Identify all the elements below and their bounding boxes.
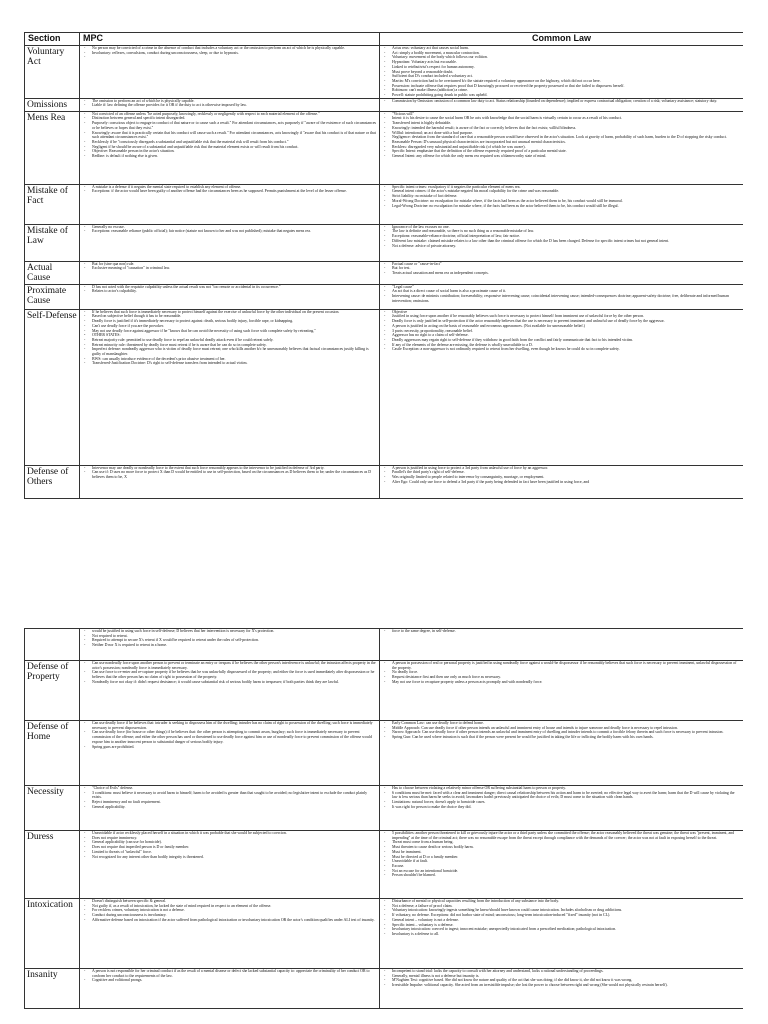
bullet-item: - Reject imminency and no fault requirement. <box>92 800 377 805</box>
bullet-item: - Castle Exception: a non-aggressor is not ordinarily required to retreat from her dwelling, even though he knows he could do so in complete safety. <box>392 347 741 352</box>
bullet-item: - Transferred intent is highly debatable. <box>392 121 741 126</box>
bullet-item: - Alter Ego: Could only use force to defend a 3rd party if the party being defended in fact have been justified in using force, and <box>392 480 741 485</box>
bullet-item: - General intent crimes: if the actor's mistake negated his moral culpability for the crime and was reasonable. <box>392 189 741 194</box>
bullet-item: - General applicability. <box>92 805 377 810</box>
bullet-list <box>80 99 379 108</box>
common-law-cell <box>380 98 744 111</box>
bullet-item: - Parallel's the third party's right of self-defense. <box>392 470 741 475</box>
bullet-list <box>80 831 379 859</box>
common-law-cell <box>380 465 744 498</box>
bullet-item: - But for test. <box>392 266 741 271</box>
bullet-item: - Doesn't distinguish between specific & general. <box>92 899 377 904</box>
bullet-item: - Intervening cause: de minimis contribution; foreseeability; responsive intervening cause; coincidental intervening cause; intended-consequences doctrine; apparent-safety doctrine; free, deliberate and informed human intervention; omissions. <box>392 294 741 303</box>
bullet-list <box>80 225 379 234</box>
bullet-item: - A mistake is a defense if it negates the mental state required to establish any element of offense. <box>92 185 377 190</box>
table-row <box>25 98 744 111</box>
bullet-item: - Willful: intentional; an act done with a bad purpose. <box>392 131 741 136</box>
bullet-item: - Objective <box>392 310 741 315</box>
bullet-list <box>380 225 743 249</box>
bullet-item: - BWS: can usually introduce evidence of the decedent's prior abusive treatment of her. <box>92 357 377 362</box>
table-row <box>25 661 744 721</box>
bullet-item: - Not guilty if, as a result of intoxication, he lacked the state of mind required in respect to an element of the offense. <box>92 904 377 909</box>
mpc-cell <box>80 309 380 465</box>
outline-table-page-2 <box>24 628 743 1009</box>
mpc-cell <box>80 184 380 224</box>
bullet-item: - Unavoidable if actor recklessly placed herself in a situation in which it was probable that she would be subjected to coercion. <box>92 831 377 836</box>
bullet-list <box>380 285 743 304</box>
bullet-item: - Conduct during unconsciousness is involuntary. <box>92 913 377 918</box>
section-name: Proximate Cause <box>25 284 80 309</box>
bullet-item: - Specific Intent: emphasize that the definition of the offense expressly required proof of a particular mental state. <box>392 149 741 154</box>
bullet-list <box>380 661 743 685</box>
bullet-item: - Negligent if he should be aware of a substantial and unjustifiable risk that the material element exists or will result from his conduct. <box>92 145 377 150</box>
section-name: Mens Rea <box>25 111 80 184</box>
bullet-item: - D has not acted with the requisite culpability unless the actual result was not "too remote or accidental in its occurrence." <box>92 285 377 290</box>
header-section: Section <box>25 33 80 46</box>
bullet-item: - Actus reus: voluntary act that causes social harm. <box>392 46 741 51</box>
bullet-item: - Can use if: D uses no more force to protect X than D would be entitled to use in self-protection, based on the circumstances as D believes them to be; under the circumstances as D believes them to be, X <box>92 470 377 479</box>
bullet-item: - Unavoidable if at fault. <box>392 859 741 864</box>
common-law-cell <box>380 899 744 969</box>
bullet-item: - General intent – voluntary is not a defense. <box>392 918 741 923</box>
bullet-item: - Legal-Wrong Doctrine: no exculpation for mistake where, if the facts had been as the actor believed them to be, his conduct would still be illegal. <box>392 204 741 209</box>
page-1 <box>24 32 743 567</box>
table-row <box>25 465 744 498</box>
mpc-cell <box>80 786 380 831</box>
bullet-list <box>80 661 379 685</box>
mpc-cell <box>80 46 380 99</box>
bullet-item: - Can use deadly force if he believes that: intruder is seeking to dispossess him of the dwelling; intruder has no claim of right to possession of the dwelling; such force is immediately necessary to prevent dispossession. <box>92 721 377 730</box>
bullet-item: - Narrow Approach: Can use deadly force if other person intends an unlawful and imminent entry of dwelling and intruder intends to commit a forcible felony therein and such force is necessary to prevent intrusion. <box>392 730 741 735</box>
bullet-item: - Imperfect defense: nondeadly aggressor who is victim of deadly force must retreat; one who kills another b/c he unreasonably believes that factual circumstances justify killing is guilty of manslaughter. <box>92 347 377 356</box>
section-name <box>25 629 80 661</box>
table-row <box>25 629 744 661</box>
bullet-list <box>380 466 743 485</box>
bullet-item: - Reckless: disregarded very substantial and unjustifiable risk (of which he was aware). <box>392 145 741 150</box>
bullet-item: - Linked to retributivist's respect for human autonomy. <box>392 65 741 70</box>
bullet-item: - Limited to threats of "unlawful" force. <box>92 850 377 855</box>
bullet-item: - "Vicious will" <box>392 112 741 117</box>
bullet-item: - Spring Gun: Can be used where intrusion is such that if the person were present he would be justified in taking the life or inflicting the bodily harm with his own hands. <box>392 735 741 740</box>
bullet-item: - If he believes that such force is immediately necessary to protect himself against the exercise of unlawful force by the other individual on the present occasion. <box>92 310 377 315</box>
bullet-item: - Not a defense; a failure of proof claim. <box>392 904 741 909</box>
bullet-item: - Not convicted of an offense unless "he acted purposely, knowingly, recklessly or negligently with respect to each material element of the offense." <box>92 112 377 117</box>
bullet-item: - A person in possession of real or personal property is justified in using nondeadly force against a would-be dispossessor if he reasonably believes that such force is necessary to prevent imminent, unlawful dispossession of the property. <box>392 661 741 670</box>
bullet-item: - Deadly force is justified if it's immediately necessary to protect against: death, serious bodily injury, forcible rape, or kidnapping. <box>92 319 377 324</box>
bullet-item: - Martin: M's conviction had to be overturned b/c the statute required a voluntary appearance on the highway, which did not occur here. <box>392 79 741 84</box>
header-common-law: Common Law <box>380 33 744 46</box>
section-name: Mistake of Law <box>25 224 80 261</box>
common-law-cell <box>380 721 744 786</box>
section-name: Self-Defense <box>25 309 80 465</box>
bullet-item: - No deadly force. <box>392 670 741 675</box>
common-law-cell <box>380 661 744 721</box>
bullet-item: - Factual cause or "cause-in-fact" <box>392 262 741 267</box>
mpc-cell <box>80 629 380 661</box>
bullet-item: - Different law mistake: claimed mistake relates to a law other than the criminal offense for which the D has been charged. Defense for specific intent crimes but not general intent. <box>392 239 741 244</box>
bullet-item: - The omission to perform an act of which he is physically capable. <box>92 99 377 104</box>
bullet-item: - Specific intent crimes: exculpatory if it negates the particular element of mens rea. <box>392 185 741 190</box>
bullet-item: - Disturbance of mental or physical capacities resulting from the introduction of any substance into the body. <box>392 899 741 904</box>
mpc-cell <box>80 661 380 721</box>
mpc-cell <box>80 969 380 1009</box>
bullet-item: - "Choice of Evils" defense. <box>92 786 377 791</box>
bullet-item: - Must prove beyond a reasonable doubt. <box>392 70 741 75</box>
bullet-item: - Excuse. <box>392 864 741 869</box>
table-row <box>25 309 744 465</box>
bullet-item: - Act: simply a bodily movement, a muscular contraction. <box>392 51 741 56</box>
bullet-item: - Treats actual causation and mens rea as independent concepts. <box>392 271 741 276</box>
bullet-item: - "Legal cause" <box>392 285 741 290</box>
bullet-item: - Exceptions: reasonable reliance (public official); fair notice (statute not known to her and was not published); mistake that negates mens rea. <box>92 229 377 234</box>
common-law-cell <box>380 184 744 224</box>
bullet-item: - Liable if: law defining the offense provides for it OR if the duty to act is otherwise imposed by law. <box>92 103 377 108</box>
common-law-cell <box>380 786 744 831</box>
common-law-cell <box>380 284 744 309</box>
common-law-cell <box>380 969 744 1009</box>
page-2 <box>24 628 743 1024</box>
bullet-item: - Not an excuse for an intentional homicide. <box>392 869 741 874</box>
bullet-item: - Generally no excuse. <box>92 225 377 230</box>
bullet-item: - Deadly force is only justified in self-protection if the actor reasonably believes that the use is necessary to prevent imminent and unlawful use of deadly force by the aggressor. <box>392 319 741 324</box>
bullet-item: - A person is justified in acting on the basis of reasonable and erroneous appearances. (Not available for unreasonable belief.) <box>392 324 741 329</box>
section-name: Mistake of Fact <box>25 184 80 224</box>
bullet-item: - Purposely: conscious object to engage in conduct of that nature or to cause such a result." For attendant circumstances, acts purposely if "aware of the existence of such circumstances or he believes or hopes that they exist." <box>92 121 377 130</box>
bullet-list <box>380 786 743 810</box>
bullet-item: - Commission by Omission: omission of a common law duty to act. Status relationship (founded on dependence); implied or express contractual obligation; creation of a risk; voluntary assistance; statutory duty. <box>392 99 741 104</box>
bullet-list <box>80 786 379 810</box>
table-row <box>25 899 744 969</box>
bullet-list <box>80 899 379 923</box>
section-name: Actual Cause <box>25 261 80 284</box>
bullet-item: - Justified in using force upon another if he reasonably believes such force is necessary to protect himself from imminent use of unlawful force by the other person. <box>392 314 741 319</box>
table-row <box>25 224 744 261</box>
bullet-item: - Hypnotism: Voluntary acts but excusable. <box>392 60 741 65</box>
bullet-item: - Request desistance first and then use only as much force as necessary. <box>392 675 741 680</box>
mpc-cell <box>80 111 380 184</box>
bullet-item: - Can use deadly force (for house or other things) if he believes that: the other person is attempting to commit arson, burglary; such force is immediately necessary to prevent commission of the offense; and either the other person has used or threatened to use deadly force against him or use of nondeadly force to prevent commission of the offense would expose him to another innocent person to substantial danger of serious bodily injury. <box>92 730 377 744</box>
bullet-item: - Relates to actor's culpability. <box>92 289 377 294</box>
bullet-item: - Voluntary: movement of the body which follows our volition. <box>392 55 741 60</box>
bullet-item: - Powell: statute prohibiting going drunk in public was upheld. <box>392 93 741 98</box>
header-mpc: MPC <box>80 33 380 46</box>
bullet-item: - Transferred-Justification Doctrine: D's right to self-defense transfers from intended to actual victim. <box>92 361 377 366</box>
section-name: Voluntary Act <box>25 46 80 99</box>
bullet-item: - Deadly aggressors may regain right to self-defense if they withdraw in good faith from the conflict and fairly communicate that fact to his intended victim. <box>392 338 741 343</box>
bullet-item: - 3 conditions: must believe it necessary to avoid harm to himself; harm to be avoided is greater than that sought to be avoided; no legislative intent to exclude the conduct plainly exists. <box>92 791 377 800</box>
mpc-cell <box>80 721 380 786</box>
bullet-item: - Irresistible Impulse: volitional capacity. She acted from an irresistible impulse; she lost the power to choose between right and wrong (She would not physically restrain herself). <box>392 983 741 988</box>
bullet-item: - Person shouldn't be blamed. <box>392 873 741 878</box>
table-row <box>25 46 744 99</box>
bullet-item: - Reasonable Person: D's unusual physical characteristics are incorporated but not unusual mental characteristics. <box>392 140 741 145</box>
bullet-item: - Does not require imminency. <box>92 836 377 841</box>
bullet-list <box>80 629 379 648</box>
bullet-list <box>380 262 743 276</box>
bullet-list <box>80 285 379 294</box>
mpc-cell <box>80 224 380 261</box>
bullet-item: - Middle Approach: Can use deadly force if other person intends an unlawful and imminent entry of house and intends to injure someone and deadly force is necessary to repel intrusion. <box>392 726 741 731</box>
section-name: Defense of Home <box>25 721 80 786</box>
table-row <box>25 969 744 1009</box>
section-name: Defense of Others <box>25 465 80 498</box>
section-name: Necessity <box>25 786 80 831</box>
section-name: Omissions <box>25 98 80 111</box>
bullet-item: - Early Common Law: can use deadly force to defend home. <box>392 721 741 726</box>
bullet-item: - Not recognized for any interest other than bodily integrity is threatened. <box>92 855 377 860</box>
bullet-item: - Can use nondeadly force upon another person to prevent or terminate an entry or trespass if he believes the other person's interference is unlawful; the intrusion affects property in the actor's possession; nondeadly force is immediately necessary. <box>92 661 377 670</box>
bullet-item: - May not use deadly force against aggressor if he "knows that he can avoid the necessity of using such force with complete safety by retreating." <box>92 329 377 334</box>
bullet-item: - Can use force to re-enter and re-capture property if he believes that he was unlawfully dispossessed of the property; and either the force is used immediately after dispossession or he believes that the other person has no claim of right to possession of the property. <box>92 670 377 679</box>
bullet-list <box>380 629 743 634</box>
bullet-item: - Was originally limited to people related to intervenor by consanguinity, marriage, or employment. <box>392 475 741 480</box>
bullet-list <box>380 831 743 878</box>
mpc-cell <box>80 465 380 498</box>
bullet-item: - Ignorance of the law excuses no one. <box>392 225 741 230</box>
bullet-list <box>380 46 743 98</box>
bullet-item: - General Intent: any offense for which the only mens rea required was a blameworthy state of mind. <box>392 154 741 159</box>
bullet-list <box>80 466 379 480</box>
table-row <box>25 261 744 284</box>
bullet-item: - would be justified in using such force in self-defense; D believes that her intervention is necessary for X's protection. <box>92 629 377 634</box>
mpc-cell <box>80 899 380 969</box>
bullet-item: - If voluntary, no defense. Exceptions: did not harbor state of mind; unconscious; long-term intoxication-induced "fixed" insanity (not in CL). <box>392 913 741 918</box>
bullet-item: - Distinction between general and specific intent disregarded. <box>92 116 377 121</box>
bullet-item: - Intervenor may use deadly or nondeadly force to the extent that such force reasonably appears to the intervenor to be justified in defense of 3rd party. <box>92 466 377 471</box>
common-law-cell <box>380 224 744 261</box>
bullet-item: - Affirmative defense based on intoxication if the actor suffered from pathological intoxication or involuntary intoxication OR the actor's condition qualifies under ALI test of insanity. <box>92 918 377 923</box>
bullet-item: - Must threaten to cause death or serious bodily harm. <box>392 845 741 850</box>
bullet-list <box>380 112 743 159</box>
bullet-item: - force to the same degree, in self-defense. <box>392 629 741 634</box>
mpc-cell <box>80 831 380 899</box>
mpc-cell <box>80 261 380 284</box>
bullet-list <box>80 262 379 271</box>
bullet-item: - A person is justified in using force to protect a 3rd party from unlawful use of force by an aggressor. <box>392 466 741 471</box>
bullet-item: - Incompetent to stand trial: lacks the capacity to consult with her attorney and understand, lacks a rational understanding of proceedings. <box>392 969 741 974</box>
section-name: Duress <box>25 831 80 899</box>
bullet-item: - Spring guns are prohibited. <box>92 745 377 750</box>
bullet-list <box>380 721 743 740</box>
bullet-item: - Redline: is default if nothing else is given. <box>92 154 377 159</box>
bullet-item: - 5 possibilities: another person threatened to kill or grievously injure the actor or a third party unless she committed the offense; the actor reasonably believed the threat was genuine; the threat was "present, imminent, and impending" at the time of the criminal act; there was no reasonable escape from the threat except through compliance with the demands of the coercer; the actor was not at fault in exposing herself to the threat. <box>392 831 741 840</box>
table-row <box>25 721 744 786</box>
bullet-list <box>80 969 379 983</box>
bullet-item: - Exceptions: reasonable-reliance doctrine, official interpretation of law; fair notice. <box>392 234 741 239</box>
bullet-item: - Retreat minority rule: threatened by deadly force must retreat if he is aware that he can do so in complete safety. <box>92 343 377 348</box>
bullet-item: - Involuntary is a defense to all. <box>392 932 741 937</box>
bullet-item: - An act that is a direct cause of social harm is also a proximate cause of it. <box>392 289 741 294</box>
mpc-cell <box>80 98 380 111</box>
bullet-item: - M'Naghten Test: cognitive based. She did not know the nature and quality of the act that she was doing; if she did know it, she did not know it was wrong. <box>392 978 741 983</box>
bullet-item: - Negligence: deviation from the standard of care that a reasonable person would have observed in the actor's situation. Look at gravity of harm, probability of such harm, burden to the D of stopping the risky conduct. <box>392 135 741 140</box>
bullet-item: - Moral-Wrong Doctrine: no exculpation for mistake where, if the facts had been as the actor believed them to be, his conduct would still be immoral. <box>392 199 741 204</box>
bullet-item: - Neither D nor X is required to retreat in a home. <box>92 643 377 648</box>
bullet-item: - 6 conditions must be met: faced with a clear and imminent danger; direct causal relationship between his action and harm to be averted; no effective legal way to avert the harm; harm that the D will cause by violating the law is less serious than harm he seeks to avoid; lawmakers hadn't previously anticipated the choice of evils; D must come to the situation with clean hands. <box>392 791 741 800</box>
bullet-item: - If any of the elements of the defense are missing, the defense is wholly unavailable to a D. <box>392 343 741 348</box>
outline-table-page-1 <box>24 32 743 499</box>
bullet-item: - The law is definite and reasonable, so there is no such thing as a reasonable mistake of law. <box>392 229 741 234</box>
section-name: Defense of Property <box>25 661 80 721</box>
common-law-cell <box>380 629 744 661</box>
bullet-item: - For reckless crimes, voluntary intoxication is not a defense. <box>92 908 377 913</box>
bullet-item: - Based on subjective belief though it has to be reasonable. <box>92 314 377 319</box>
bullet-list <box>380 899 743 937</box>
bullet-item: - Not a defense: advice of private attorney. <box>392 244 741 249</box>
bullet-list <box>80 721 379 749</box>
bullet-item: - 3 parts: necessity, proportionality, reasonable belief. <box>392 329 741 334</box>
bullet-item: - Robinson: can't make illness (addiction) a crime. <box>392 88 741 93</box>
bullet-list <box>380 310 743 352</box>
table-row <box>25 184 744 224</box>
bullet-list <box>80 185 379 194</box>
bullet-item: - But for (sine qua non) rule. <box>92 262 377 267</box>
bullet-item: - It was right for person to make the choice they did. <box>392 805 741 810</box>
bullet-item: - Sufficient that D's conduct included a voluntary act. <box>392 74 741 79</box>
bullet-item: - Recklessly if he "consciously disregards a substantial and unjustifiable risk that the material risk will result from his conduct." <box>92 140 377 145</box>
bullet-item: - Possession: inchoate offense that requires proof that D knowingly procured or received the property possessed or that she failed to dispossess herself. <box>392 84 741 89</box>
bullet-list <box>80 112 379 159</box>
bullet-item: - Must be directed at D or a family member. <box>392 855 741 860</box>
bullet-item: - Can't use deadly force if you are the provoker. <box>92 324 377 329</box>
header-row <box>25 33 744 46</box>
bullet-item: - Aggressor has no right to a claim of self-defense. <box>392 333 741 338</box>
bullet-item: - Required to attempt to secure X's retreat if X would be required to retreat under the rules of self-protection. <box>92 638 377 643</box>
bullet-item: - Strict liability: no mistake of fact defense. <box>392 194 741 199</box>
table-row <box>25 786 744 831</box>
table-row <box>25 284 744 309</box>
bullet-item: - A person is not responsible for her criminal conduct if as the result of a mental disease or defect she lacked substantial capacity to: appreciate the criminality of her conduct OR to conform her conduct to the requirements of the law. <box>92 969 377 978</box>
bullet-item: - Retreat majority rule: permitted to use deadly force to repel an unlawful deadly attack even if he could retreat safely. <box>92 338 377 343</box>
bullet-item: - Generally, mental illness is not a defense but insanity is. <box>392 974 741 979</box>
common-law-cell <box>380 261 744 284</box>
bullet-list <box>80 310 379 366</box>
bullet-item: - No person may be convicted of a crime in the absence of conduct that includes a voluntary act or the omission to perform an act of which he is physically capable. <box>92 46 377 51</box>
bullet-item: - Cognitive and volitional prongs. <box>92 978 377 983</box>
bullet-item: - Knowingly: aware that it is practically certain that his conduct will cause such a result." For attendant circumstances, acts knowingly if "aware that his conduct is of that nature or that such attendant circumstances exist." <box>92 131 377 140</box>
section-name: Insanity <box>25 969 80 1009</box>
common-law-cell <box>380 111 744 184</box>
bullet-item: - May not use force to recapture property unless a person acts promptly and with nondeadly force. <box>392 680 741 685</box>
bullet-item: - Threat must come from a human being. <box>392 840 741 845</box>
bullet-item: - Not required to retreat. <box>92 634 377 639</box>
common-law-cell <box>380 46 744 99</box>
bullet-item: - Involuntary intoxication: coerced to ingest; innocent mistake; unexpectedly intoxicated from a prescribed medication; pathological intoxication. <box>392 927 741 932</box>
bullet-item: - Limitations: natural forces; doesn't apply to homicide cases. <box>392 800 741 805</box>
bullet-item: - Objective: Reasonable person in the actor's situation. <box>92 149 377 154</box>
bullet-list <box>380 99 743 104</box>
bullet-item: - Has to choose between violating a relatively minor offense OR suffering substantial harm to person or property. <box>392 786 741 791</box>
mpc-cell <box>80 284 380 309</box>
bullet-item: - Voluntary intoxication: knowingly ingests something he knew/should have known could cause intoxication. Includes alcoholism or drug addictions. <box>392 908 741 913</box>
bullet-item: - General applicability (can use for homicide). <box>92 840 377 845</box>
bullet-list <box>380 185 743 209</box>
bullet-item: - Nondeadly force not okay if: didn't request desistance; it would cause substantial risk of serious bodily harm to trespasser; if both parties think they are lawful. <box>92 680 377 685</box>
bullet-item: - Intent: it is his desire to cause the social harm OR he acts with knowledge that the social harm is virtually certain to occur as a result of his conduct. <box>392 116 741 121</box>
common-law-cell <box>380 309 744 465</box>
bullet-item: - Involuntary: reflexes, convulsions, conduct during unconsciousness, sleep, or due to hypnosis. <box>92 51 377 56</box>
bullet-item: - Does not require that imperiled person is D or family member. <box>92 845 377 850</box>
bullet-list <box>80 46 379 55</box>
bullet-item: - Must be imminent. <box>392 850 741 855</box>
table-row <box>25 831 744 899</box>
table-row <box>25 111 744 184</box>
bullet-item: - Specific intent – voluntary is a defense. <box>392 923 741 928</box>
section-name: Intoxication <box>25 899 80 969</box>
bullet-item: - Exceptions: if the actor would have been guilty of another offense had the circumstances been as he supposed. Permits punishment at the level of the lesser offense. <box>92 189 377 194</box>
bullet-item: - Exclusive meaning of "causation" in criminal law. <box>92 266 377 271</box>
bullet-item: - OTHER STATES: <box>92 333 377 338</box>
bullet-list <box>380 969 743 988</box>
common-law-cell <box>380 831 744 899</box>
bullet-item: - Knowingly: intended the harmful result; is aware of the fact or correctly believes that the fact exists; willful blindness. <box>392 126 741 131</box>
